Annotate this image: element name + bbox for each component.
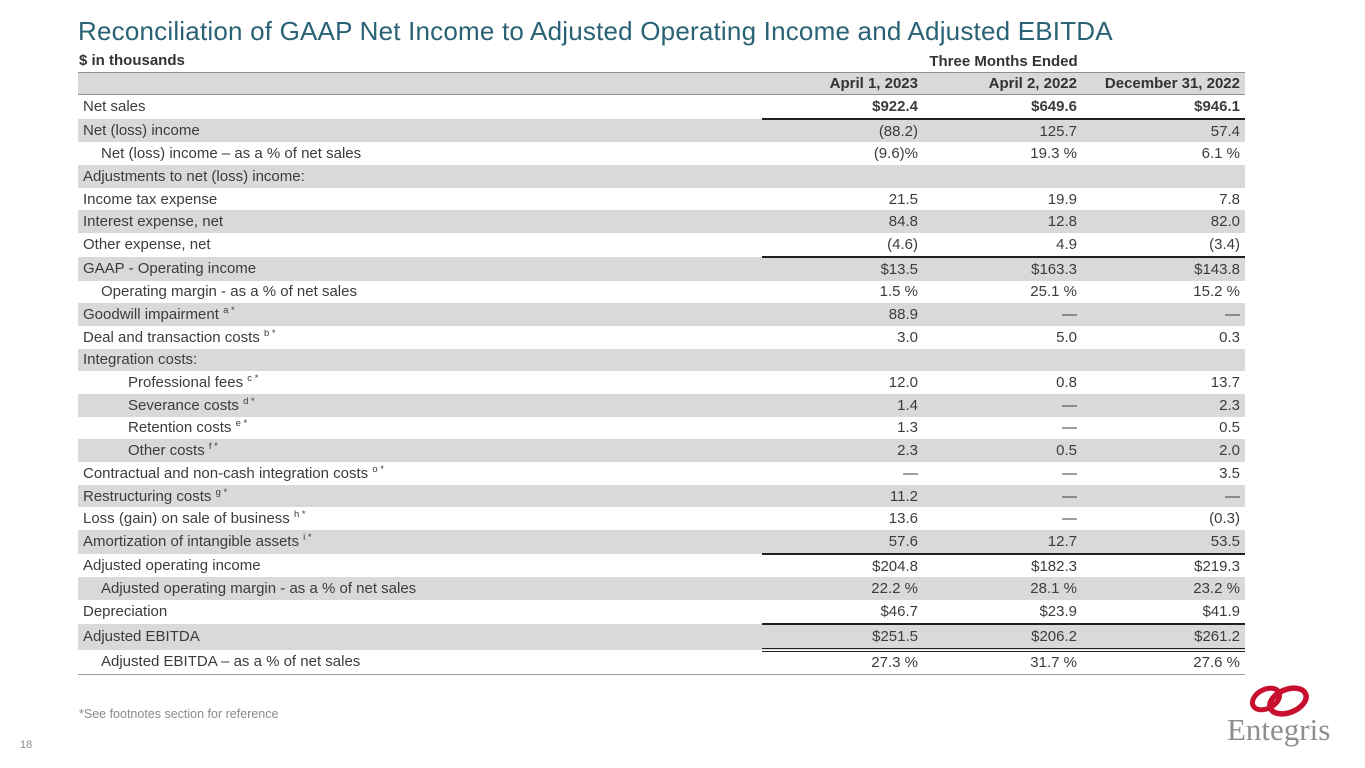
row-label [78,530,762,554]
row-label-text: Severance costs [128,396,239,414]
cell-value [923,165,1082,188]
table-row [78,95,1245,119]
page-title: Reconciliation of GAAP Net Income to Adjusted Operating Income and Adjusted EBITDA [78,16,1113,46]
entegris-logo [1226,684,1346,748]
row-label-text: Operating margin - as a % of net sales [101,283,357,301]
column-header-period-3: December 31, 2022 [1082,73,1245,95]
cell-value [1082,349,1245,372]
cell-value: — [1082,485,1245,508]
cell-value: 21.5 [888,190,918,208]
row-label [78,165,762,188]
cell-value [923,349,1082,372]
column-header-period-1: April 1, 2023 [762,73,923,95]
row-label-text: Net (loss) income – as a % of net sales [101,145,362,163]
cell-value: (88.2) [762,119,923,143]
column-header-period-2: April 2, 2022 [923,73,1082,95]
table-row [78,371,1245,394]
row-label-text: Retention costs [128,419,232,437]
cell-value: 3.0 [897,328,918,346]
row-label-text: Professional fees [128,374,244,392]
footnote-marker: e * [235,418,248,430]
reconciliation-table-wrap [78,72,1245,675]
row-label-text: Interest expense, net [83,213,224,231]
table-row [78,650,1245,675]
cell-value: $41.9 [1082,600,1245,624]
table-row [78,257,1245,281]
row-label [78,600,762,624]
cell-value: 57.4 [1082,119,1245,143]
cell-value: 28.1 % [923,577,1082,600]
cell-value: $46.7 [762,600,923,624]
cell-value: 7.8 [1219,190,1240,208]
cell-value: (4.6) [762,233,923,257]
row-label [78,554,762,578]
cell-value: $251.5 [762,624,923,650]
footnote-marker: o * [372,463,384,475]
row-label-text: Other expense, net [83,236,211,254]
table-row [78,394,1245,417]
cell-value: $204.8 [872,557,918,575]
cell-value: — [923,485,1082,508]
cell-value: 25.1 % [1030,283,1077,301]
footnote-marker: b * [263,327,276,339]
cell-value: 125.7 [923,119,1082,143]
footnote-marker: a * [223,305,235,317]
table-row [78,326,1245,349]
table-row [78,233,1245,257]
cell-value: 27.3 % [762,650,923,675]
cell-value: 0.8 [1056,374,1077,392]
cell-value: 0.5 [923,439,1082,462]
row-label [78,281,762,304]
row-label-text: Loss (gain) on sale of business [83,510,290,528]
row-label-text: Adjusted operating income [83,557,261,575]
cell-value: 19.9 [1047,190,1077,208]
cell-value: — [923,303,1082,326]
cell-value [1082,165,1245,188]
table-row [78,507,1245,530]
cell-value: 3.5 [1219,464,1240,482]
row-label [78,650,762,675]
row-label-text: Adjusted operating margin - as a % of net sales [101,580,417,598]
units-note: $ in thousands [79,52,185,69]
cell-value: 12.7 [923,530,1082,554]
row-label [78,485,762,508]
row-label-text: Contractual and non-cash integration costs [83,464,369,482]
row-label [78,507,762,530]
row-label [78,142,762,165]
row-label [78,210,762,233]
page-number: 18 [20,739,33,751]
table-row [78,119,1245,143]
row-label-text: Integration costs: [83,351,198,369]
cell-value: $649.6 [923,95,1082,119]
row-label-text: Deal and transaction costs [83,328,260,346]
table-header-row [78,73,1245,95]
row-label [78,349,762,372]
cell-value: 13.6 [888,510,918,528]
row-label-text: Net sales [83,98,146,116]
cell-value: 12.0 [888,374,918,392]
table-row [78,188,1245,211]
footnote-marker: f * [208,441,218,453]
cell-value: — [1062,464,1077,482]
cell-value: $946.1 [1082,95,1245,119]
cell-value: — [1082,303,1245,326]
row-label-text: Adjusted EBITDA [83,628,200,646]
cell-value: 1.4 [762,394,923,417]
row-label [78,394,762,417]
row-label-text: Other costs [128,442,205,460]
table-row [78,349,1245,372]
cell-value [762,165,923,188]
cell-value: 0.3 [1219,328,1240,346]
table-row [78,165,1245,188]
cell-value: 23.2 % [1082,577,1245,600]
cell-value: 84.8 [762,210,923,233]
row-label-text: Income tax expense [83,190,218,208]
cell-value: — [903,464,918,482]
cell-value: 88.9 [762,303,923,326]
footnote-marker: g * [215,486,228,498]
cell-value: $261.2 [1082,624,1245,650]
row-label [78,303,762,326]
table-row [78,281,1245,304]
cell-value: 57.6 [762,530,923,554]
cell-value: 2.3 [762,439,923,462]
cell-value: 6.1 % [1201,145,1240,163]
cell-value: 1.5 % [879,283,918,301]
cell-value: $163.3 [923,257,1082,281]
cell-value: 11.2 [762,485,923,508]
table-row [78,600,1245,624]
cell-value: 31.7 % [923,650,1082,675]
table-row [78,142,1245,165]
table-row [78,462,1245,485]
table-row [78,485,1245,508]
table-row [78,439,1245,462]
cell-value: 13.7 [1210,374,1240,392]
table-group-header: Three Months Ended [929,53,1078,70]
footnote-marker: d * [243,395,255,407]
footnote-marker: c * [247,373,259,385]
row-label [78,233,762,257]
table-row [78,303,1245,326]
table-row [78,624,1245,650]
row-label-text: Goodwill impairment [83,306,219,324]
row-label-text: GAAP - Operating income [83,260,257,278]
cell-value: 22.2 % [762,577,923,600]
logo-rings-icon [1226,684,1346,748]
row-label [78,577,762,600]
footnote-marker: i * [303,532,312,544]
cell-value: $13.5 [762,257,923,281]
table-row [78,417,1245,440]
cell-value: 0.5 [1219,419,1240,437]
cell-value: 2.0 [1082,439,1245,462]
cell-value: (9.6)% [873,145,918,163]
cell-value [762,349,923,372]
cell-value: 12.8 [923,210,1082,233]
row-label-text: Depreciation [83,603,168,621]
row-label [78,188,762,211]
cell-value: 53.5 [1082,530,1245,554]
row-label [78,326,762,349]
row-label [78,119,762,143]
row-label [78,439,762,462]
cell-value: (3.4) [1082,233,1245,257]
cell-value: $143.8 [1082,257,1245,281]
table-row [78,577,1245,600]
row-label-text: Adjustments to net (loss) income: [83,167,305,185]
header-empty-cell [78,73,762,95]
footnote: *See footnotes section for reference [79,707,279,721]
row-label-text: Net (loss) income [83,122,200,140]
cell-value: $206.2 [923,624,1082,650]
table-row [78,210,1245,233]
table-row [78,530,1245,554]
cell-value: $182.3 [1031,557,1077,575]
cell-value: (0.3) [1209,510,1240,528]
cell-value: 15.2 % [1193,283,1240,301]
cell-value: 4.9 [923,233,1082,257]
cell-value: 27.6 % [1082,650,1245,675]
row-label [78,462,762,485]
cell-value: — [1062,510,1077,528]
cell-value: — [1062,419,1077,437]
row-label-text: Restructuring costs [83,487,212,505]
table-row [78,554,1245,578]
cell-value: — [923,394,1082,417]
row-label [78,417,762,440]
row-label [78,371,762,394]
cell-value: 19.3 % [1030,145,1077,163]
row-label [78,624,762,650]
reconciliation-table [78,72,1245,675]
row-label [78,95,762,119]
cell-value: 82.0 [1082,210,1245,233]
cell-value: $922.4 [762,95,923,119]
cell-value: $23.9 [923,600,1082,624]
cell-value: 5.0 [1056,328,1077,346]
cell-value: 1.3 [897,419,918,437]
row-label [78,257,762,281]
cell-value: $219.3 [1194,557,1240,575]
row-label-text: Adjusted EBITDA – as a % of net sales [101,653,361,671]
logo-wordmark: Entegris [1227,712,1331,747]
footnote-marker: h * [293,509,306,521]
cell-value: 2.3 [1082,394,1245,417]
row-label-text: Amortization of intangible assets [83,533,299,551]
